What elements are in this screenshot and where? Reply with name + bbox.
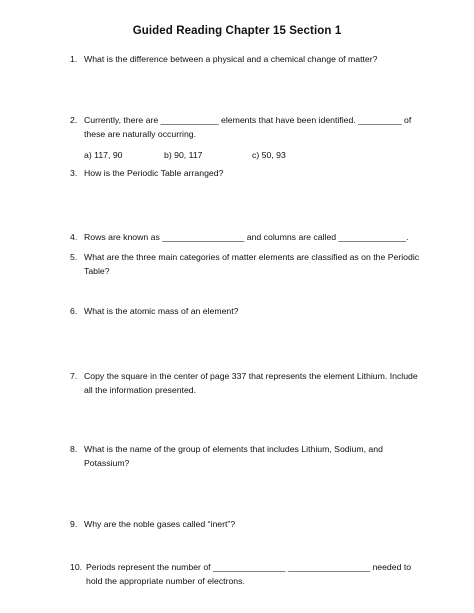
question-text: What is the atomic mass of an element?	[84, 306, 239, 316]
question-8	[70, 442, 420, 470]
question-2	[70, 113, 420, 141]
question-9	[70, 517, 420, 531]
question-text: Copy the square in the center of page 337 that represents the element Lithium. Include all the information presented.	[84, 371, 418, 395]
question-5	[70, 250, 420, 278]
question-number: 7.	[70, 371, 78, 381]
question-3	[70, 166, 420, 180]
question-number: 5.	[70, 252, 78, 262]
question-text: Rows are known as _________________ and columns are called ______________.	[84, 232, 409, 242]
question-4	[70, 230, 420, 244]
question-text: Why are the noble gases called “inert”?	[84, 519, 236, 529]
question-number: 2.	[70, 115, 78, 125]
question-number: 4.	[70, 232, 78, 242]
question-number: 10.	[70, 562, 83, 572]
question-number: 9.	[70, 519, 78, 529]
question-text: What is the difference between a physical and a chemical change of matter?	[84, 54, 378, 64]
question-number: 8.	[70, 444, 78, 454]
question-text: What are the three main categories of matter elements are classified as on the Periodic Table?	[84, 252, 420, 276]
question-number: 1.	[70, 54, 78, 64]
question-6	[70, 304, 420, 318]
question-1	[70, 52, 420, 66]
question-text: Currently, there are ____________ elements that have been identified. _________ of these are naturally occurring.	[84, 115, 412, 139]
option-a: a) 117, 90	[84, 150, 123, 160]
question-number: 3.	[70, 168, 78, 178]
option-c: c) 50, 93	[252, 150, 286, 160]
question-text: How is the Periodic Table arranged?	[84, 168, 224, 178]
question-number: 6.	[70, 306, 78, 316]
page-title: Guided Reading Chapter 15 Section 1	[132, 25, 342, 37]
question-text: Periods represent the number of _______________ _________________ needed to hold the appropriate number of electrons.	[86, 562, 412, 586]
question-10	[70, 560, 422, 588]
question-7	[70, 369, 420, 397]
option-b: b) 90, 117	[164, 150, 203, 160]
question-text: What is the name of the group of elements that includes Lithium, Sodium, and Potassium?	[84, 444, 383, 468]
